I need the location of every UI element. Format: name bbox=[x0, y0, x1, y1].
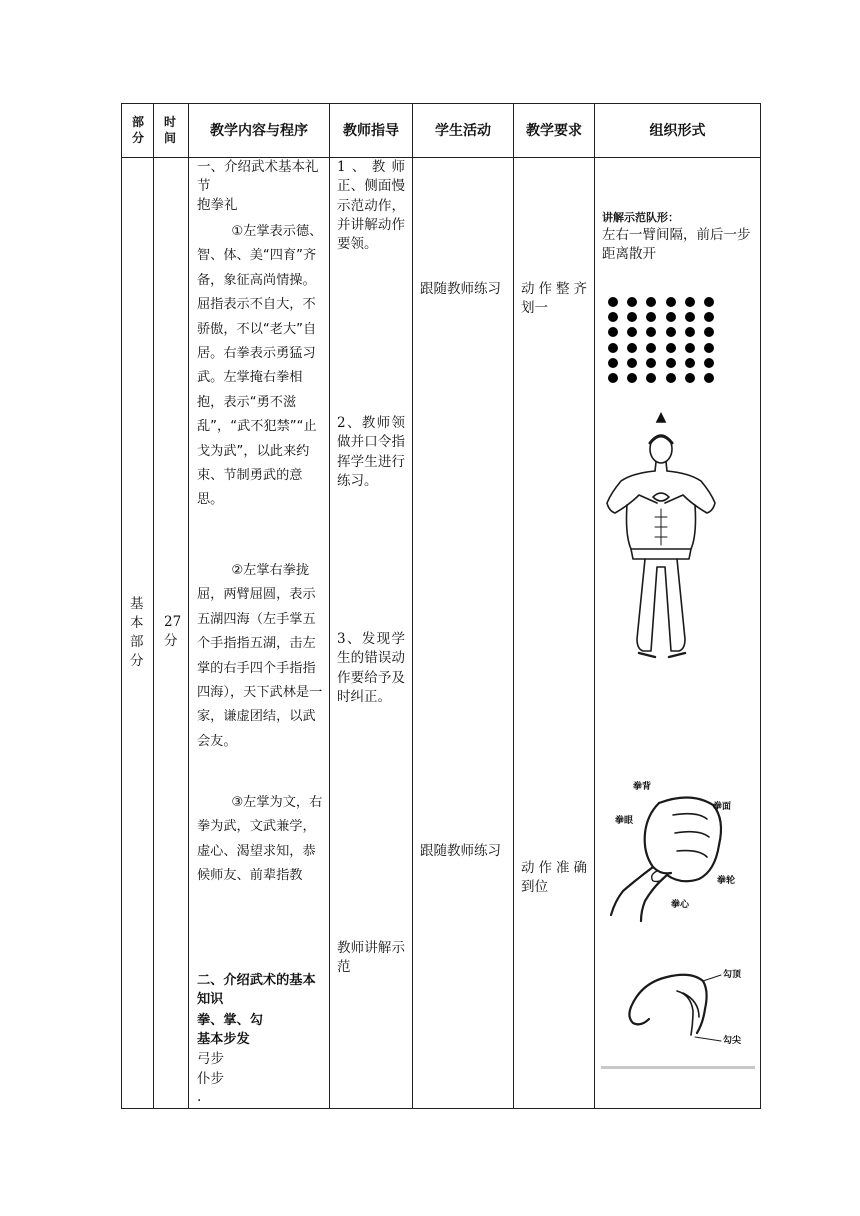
student-dot bbox=[685, 358, 695, 368]
student-dot bbox=[704, 358, 714, 368]
student-dot bbox=[666, 297, 676, 307]
teacher-guidance-3: 3、发现学生的错误动作要给予及时纠正。 bbox=[337, 631, 405, 705]
hook-hand-diagram bbox=[611, 951, 757, 1051]
table-border-right bbox=[760, 103, 761, 1109]
student-dot bbox=[704, 327, 714, 337]
teacher-guidance-4: 教师讲解示范 bbox=[337, 940, 405, 976]
formation-label: 讲解示范队形： bbox=[602, 211, 679, 224]
table-border-bottom bbox=[121, 1108, 761, 1109]
student-formation bbox=[608, 297, 714, 383]
student-dot bbox=[646, 312, 656, 322]
time-cell: 27分 bbox=[164, 614, 182, 649]
trailing-mark: . bbox=[197, 1089, 202, 1105]
header-content: 教学内容与程序 bbox=[210, 123, 308, 139]
fist-label-wheel: 拳轮 bbox=[717, 876, 736, 886]
column-divider bbox=[153, 103, 154, 1109]
student-dot bbox=[646, 297, 656, 307]
student-dot bbox=[704, 343, 714, 353]
header-time: 时间 bbox=[163, 115, 176, 145]
image-caption-bar bbox=[601, 1066, 755, 1069]
student-dot bbox=[646, 343, 656, 353]
student-dot bbox=[646, 358, 656, 368]
student-dot bbox=[685, 373, 695, 383]
fist-label-back: 拳背 bbox=[633, 782, 652, 792]
teacher-guidance-1: 1、教师正、侧面慢示范动作，并讲解动作要领。 bbox=[337, 159, 405, 253]
student-activity-2: 跟随教师练习 bbox=[420, 843, 501, 859]
student-dot bbox=[608, 312, 618, 322]
student-dot bbox=[666, 312, 676, 322]
column-divider bbox=[188, 103, 189, 1109]
student-dot bbox=[704, 297, 714, 307]
column-divider bbox=[513, 103, 514, 1109]
student-dot bbox=[685, 312, 695, 322]
content-item-1: ①左掌表示德、智、体、美“四育”齐备，象征高尚情操。屈指表示不自大，不骄傲，不以“老大”自居。右拳表示勇猛习武。左掌掩右拳相抱，表示“勇不滋乱”，“武不犯禁”“止戈为武”，以此来约束、节制勇武的意思。 bbox=[197, 224, 323, 508]
student-dot bbox=[704, 373, 714, 383]
student-dot bbox=[608, 358, 618, 368]
student-dot bbox=[608, 327, 618, 337]
hook-label-top: 勾顶 bbox=[723, 970, 742, 980]
student-dot bbox=[646, 327, 656, 337]
table-border-left bbox=[121, 103, 122, 1109]
fist-label-heart: 拳心 bbox=[671, 900, 690, 910]
student-dot bbox=[685, 343, 695, 353]
header-part: 部分 bbox=[131, 115, 144, 145]
header-teacher: 教师指导 bbox=[343, 123, 399, 139]
content-item-3: ③左掌为文，右拳为武，文武兼学，虚心、渴望求知，恭候师友、前辈指教 bbox=[197, 795, 323, 884]
student-dot bbox=[627, 373, 637, 383]
student-dot bbox=[666, 358, 676, 368]
column-divider bbox=[412, 103, 413, 1109]
section2-steps: 基本步发 bbox=[197, 1032, 250, 1047]
student-dot bbox=[666, 343, 676, 353]
teacher-marker-icon: ▲ bbox=[655, 409, 667, 425]
requirement-2: 动作准确到位 bbox=[521, 860, 587, 896]
fist-label-eye: 拳眼 bbox=[615, 816, 634, 826]
part-cell: 基本部分 bbox=[130, 596, 144, 669]
student-dot bbox=[627, 343, 637, 353]
student-dot bbox=[627, 327, 637, 337]
section2-items: 拳、掌、勾 bbox=[197, 1013, 263, 1028]
student-dot bbox=[685, 327, 695, 337]
section1-subtitle: 抱拳礼 bbox=[197, 197, 238, 213]
content-item-2: ②左掌右拳拢屈，两臂屈圆，表示五湖四海（左手掌五个手指指五湖，击左掌的右手四个手指指四海），天下武林是一家，谦虚团结，以武会友。 bbox=[197, 563, 323, 749]
requirement-1: 动作整齐划一 bbox=[521, 281, 587, 317]
fist-salute-figure bbox=[603, 425, 719, 669]
fist-diagram bbox=[601, 775, 759, 925]
lesson-plan-table bbox=[121, 103, 761, 1109]
student-activity-1: 跟随教师练习 bbox=[420, 281, 501, 297]
step-1: 弓步 bbox=[197, 1051, 224, 1067]
student-dot bbox=[685, 297, 695, 307]
hook-label-tip: 勾尖 bbox=[723, 1036, 742, 1046]
column-divider bbox=[329, 103, 330, 1109]
student-dot bbox=[627, 297, 637, 307]
student-dot bbox=[608, 297, 618, 307]
student-dot bbox=[627, 358, 637, 368]
student-dot bbox=[666, 327, 676, 337]
student-dot bbox=[608, 373, 618, 383]
student-dot bbox=[666, 373, 676, 383]
student-dot bbox=[704, 312, 714, 322]
student-dot bbox=[646, 373, 656, 383]
step-2: 仆步 bbox=[197, 1071, 224, 1087]
formation-description: 左右一臂间隔，前后一步距离散开 bbox=[602, 227, 751, 262]
header-requirement: 教学要求 bbox=[526, 123, 582, 139]
section1-title: 一、介绍武术基本礼节 bbox=[197, 159, 319, 194]
teacher-guidance-2: 2、教师领做并口令指挥学生进行练习。 bbox=[337, 415, 405, 489]
section2-title: 二、介绍武术的基本知识 bbox=[197, 973, 316, 1007]
fist-label-face: 拳面 bbox=[713, 802, 732, 812]
header-student: 学生活动 bbox=[435, 123, 491, 139]
column-divider bbox=[594, 103, 595, 1109]
header-organization: 组织形式 bbox=[649, 123, 706, 139]
student-dot bbox=[608, 343, 618, 353]
student-dot bbox=[627, 312, 637, 322]
